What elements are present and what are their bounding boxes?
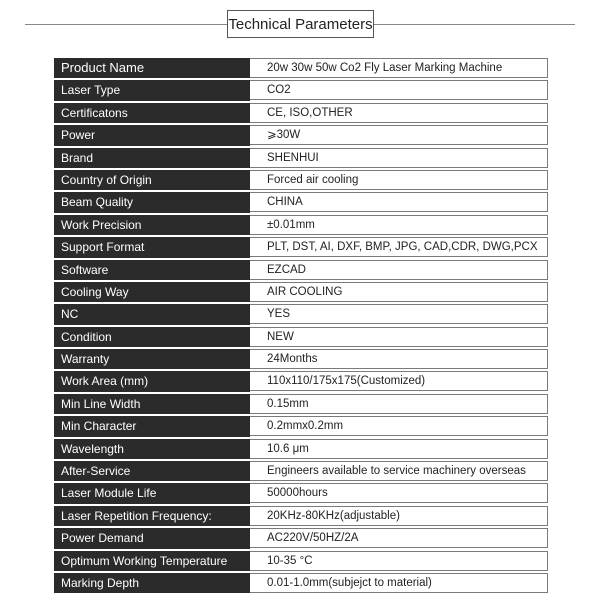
row-label: Software — [54, 260, 250, 282]
row-label: Wavelength — [54, 439, 250, 461]
row-value: 20KHz-80KHz(adjustable) — [250, 506, 548, 526]
divider-right — [374, 24, 575, 25]
section-title: Technical Parameters — [227, 10, 374, 38]
row-label: Laser Module Life — [54, 483, 250, 505]
row-value: SHENHUI — [250, 148, 548, 168]
row-value: 24Months — [250, 349, 548, 369]
row-label: Laser Type — [54, 80, 250, 102]
row-label: Work Area (mm) — [54, 371, 250, 393]
table-row — [54, 148, 548, 170]
table-row — [54, 170, 548, 192]
table-row — [54, 394, 548, 416]
row-label: Power — [54, 125, 250, 147]
table-row — [54, 192, 548, 214]
row-value: AC220V/50HZ/2A — [250, 528, 548, 548]
table-row — [54, 506, 548, 528]
row-label: Warranty — [54, 349, 250, 371]
row-value: Engineers available to service machinery overseas — [250, 461, 548, 481]
row-label: Work Precision — [54, 215, 250, 237]
row-label: Certificatons — [54, 103, 250, 125]
table-row — [54, 349, 548, 371]
row-value: CO2 — [250, 80, 548, 100]
spec-table — [54, 58, 548, 595]
row-value: 110x110/175x175(Customized) — [250, 371, 548, 391]
row-label: Brand — [54, 148, 250, 170]
row-label: Cooling Way — [54, 282, 250, 304]
row-label: NC — [54, 304, 250, 326]
table-row — [54, 282, 548, 304]
table-row — [54, 80, 548, 102]
row-label: Power Demand — [54, 528, 250, 550]
row-value: Forced air cooling — [250, 170, 548, 190]
row-label: After-Service — [54, 461, 250, 483]
row-label: Laser Repetition Frequency: — [54, 506, 250, 528]
row-label: Support Format — [54, 237, 250, 259]
row-value: 10-35 °C — [250, 551, 548, 571]
row-label: Marking Depth — [54, 573, 250, 595]
table-row — [54, 304, 548, 326]
row-value: YES — [250, 304, 548, 324]
row-label: Country of Origin — [54, 170, 250, 192]
table-row — [54, 439, 548, 461]
row-value: 50000hours — [250, 483, 548, 503]
row-label: Beam Quality — [54, 192, 250, 214]
row-value: CE, ISO,OTHER — [250, 103, 548, 123]
table-row — [54, 103, 548, 125]
table-row — [54, 58, 548, 80]
row-value: 0.01-1.0mm(subjejct to material) — [250, 573, 548, 593]
row-value: EZCAD — [250, 260, 548, 280]
row-value: 0.15mm — [250, 394, 548, 414]
table-row — [54, 371, 548, 393]
table-row — [54, 528, 548, 550]
table-row — [54, 125, 548, 147]
table-row — [54, 327, 548, 349]
row-label: Min Character — [54, 416, 250, 438]
table-row — [54, 215, 548, 237]
row-value: ⩾30W — [250, 125, 548, 145]
table-row — [54, 416, 548, 438]
table-row — [54, 573, 548, 595]
row-value: CHINA — [250, 192, 548, 212]
divider-left — [25, 24, 227, 25]
row-value: 0.2mmx0.2mm — [250, 416, 548, 436]
table-row — [54, 551, 548, 573]
row-label: Condition — [54, 327, 250, 349]
row-value: PLT, DST, AI, DXF, BMP, JPG, CAD,CDR, DWG,PCX — [250, 237, 548, 257]
row-value: AIR COOLING — [250, 282, 548, 302]
section-header — [0, 10, 600, 40]
row-value: 10.6 μm — [250, 439, 548, 459]
row-label: Product Name — [54, 58, 250, 80]
row-value: 20w 30w 50w Co2 Fly Laser Marking Machine — [250, 58, 548, 78]
row-value: ±0.01mm — [250, 215, 548, 235]
table-row — [54, 461, 548, 483]
row-label: Min Line Width — [54, 394, 250, 416]
row-value: NEW — [250, 327, 548, 347]
table-row — [54, 260, 548, 282]
table-row — [54, 237, 548, 259]
row-label: Optimum Working Temperature — [54, 551, 250, 573]
table-row — [54, 483, 548, 505]
